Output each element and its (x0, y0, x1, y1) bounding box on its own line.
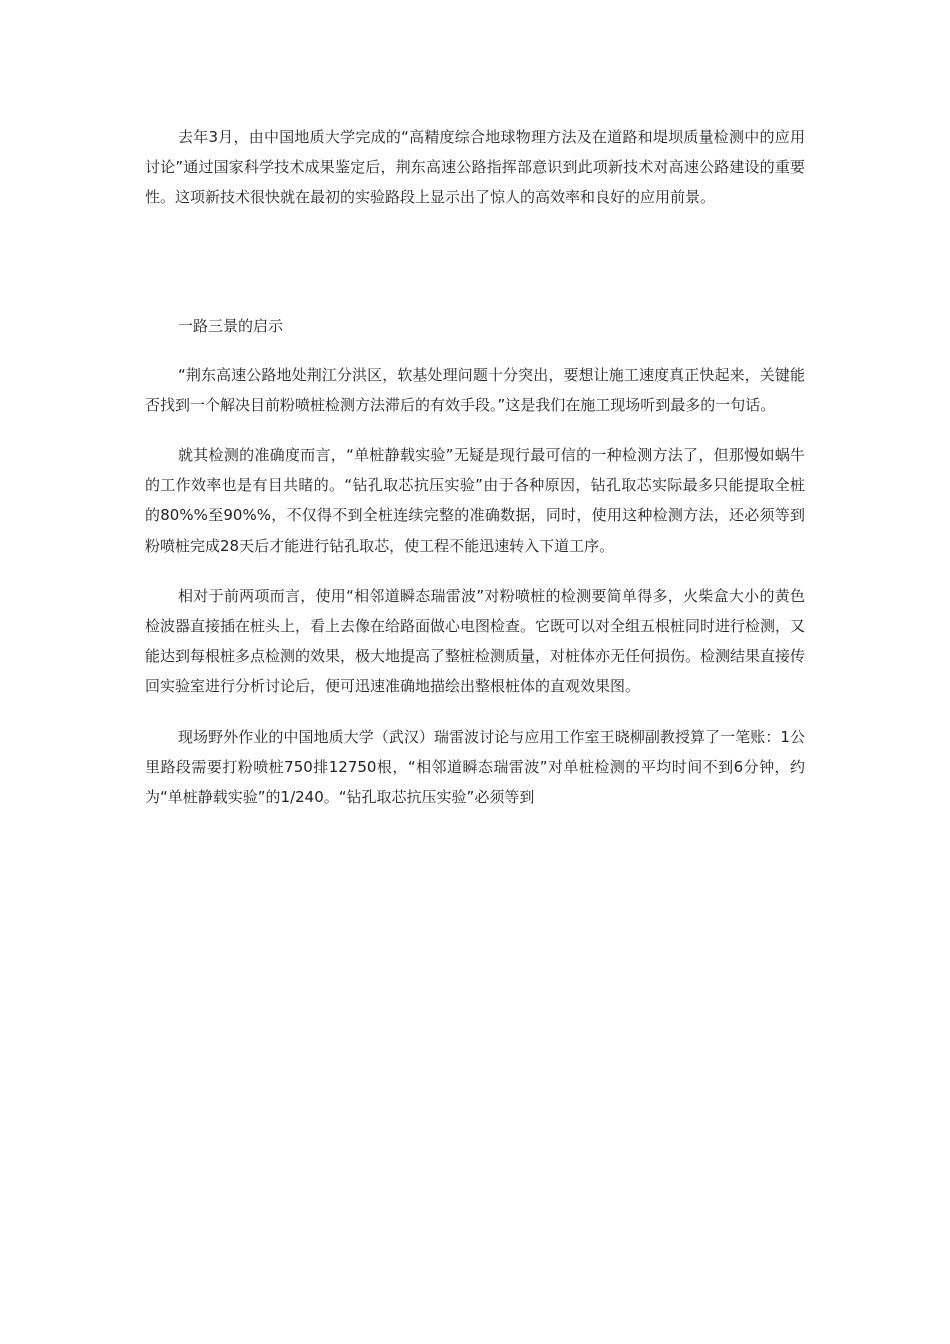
document-page (145, 122, 805, 812)
paragraph-comparison: 相对于前两项而言，使用“相邻道瞬态瑞雷波”对粉喷桩的检测要简单得多，火柴盒大小的黄色检波器直接插在桩头上，看上去像在给路面做心电图检查。它既可以对全组五根桩同时进行检测，又能达到每根桩多点检测的效果，极大地提高了整桩检测质量，对桩体亦无任何损伤。检测结果直接传回实验室进行分析讨论后，便可迅速准确地描绘出整根桩体的直观效果图。 (145, 586, 806, 696)
section-heading: 一路三景的启示 (178, 316, 284, 335)
paragraph-quote: “荆东高速公路地处荆江分洪区，软基处理问题十分突出，要想让施工速度真正快起来，关键能否找到一个解决目前粉喷桩检测方法滞后的有效手段。”这是我们在施工现场听到最多的一句话。 (145, 365, 805, 414)
paragraph-intro: 去年3月，由中国地质大学完成的“高精度综合地球物理方法及在道路和堤坝质量检测中的应用讨论”通过国家科学技术成果鉴定后，荆东高速公路指挥部意识到此项新技术对高速公路建设的重要性。这项新技术很快就在最初的实验路段上显示出了惊人的高效率和良好的应用前景。 (145, 128, 805, 207)
paragraph-accuracy: 就其检测的准确度而言，“单桩静载实验”无疑是现行最可信的一种检测方法了，但那慢如蜗牛的工作效率也是有目共睹的。“钻孔取芯抗压实验”由于各种原因，钻孔取芯实际最多只能提取全桩的80%%至90%%，不仅得不到全桩连续完整的准确数据，同时，使用这种检测方法，还必须等到粉喷桩完成28天后才能进行钻孔取芯，使工程不能迅速转入下道工序。 (145, 446, 805, 555)
paragraph-calculation: 现场野外作业的中国地质大学（武汉）瑞雷波讨论与应用工作室王晓柳副教授算了一笔账：1公里路段需要打粉喷桩750排12750根，“相邻道瞬态瑞雷波”对单桩检测的平均时间不到6分钟，约为“单桩静载实验”的1/240。“钻孔取芯抗压实验”必须等到 (145, 727, 805, 807)
